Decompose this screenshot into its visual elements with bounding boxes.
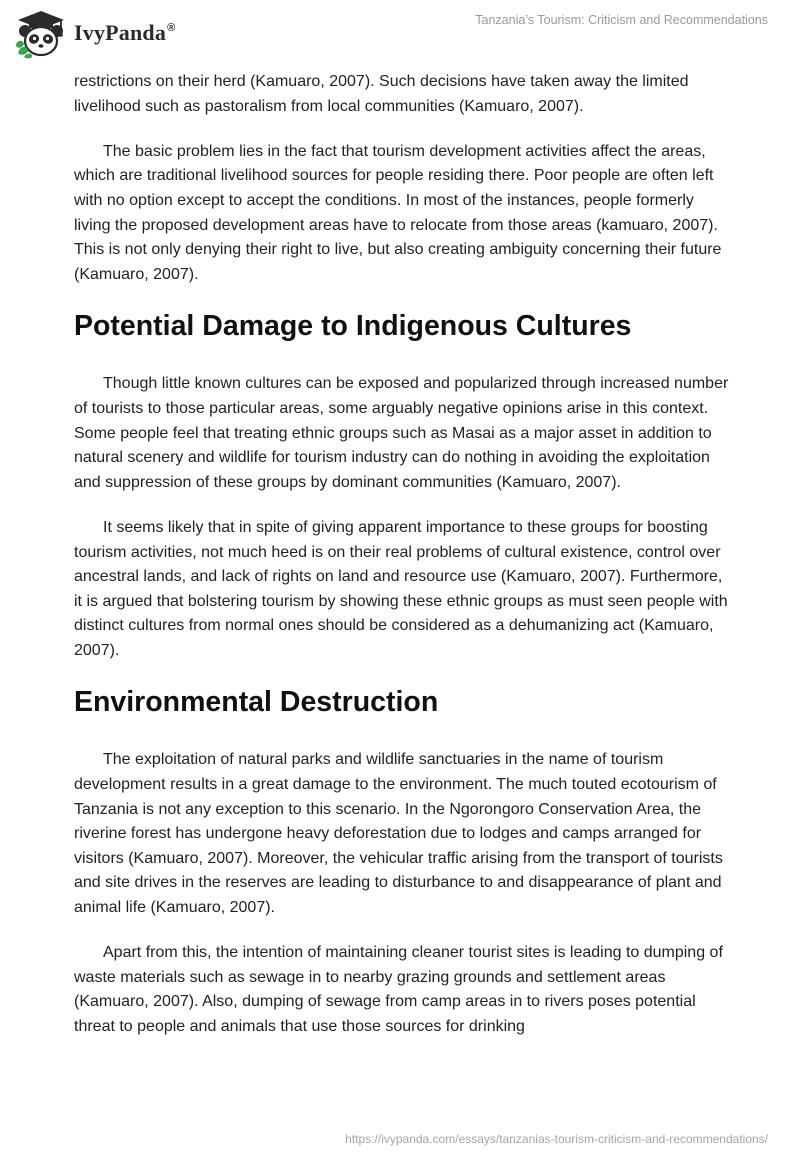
paragraph-2: The basic problem lies in the fact that tourism development activities affect the areas, which are traditional livelihood sources for people residing there. Poor people are often left with no option except to accept the conditions. In most of the instances, people formerly living the proposed development areas have to relocate from those areas (kamuaro, 2007). This is not only denying their right to live, but also creating ambiguity concerning their future (Kamuaro, 2007). [74, 142, 722, 283]
heading-environmental-destruction: Environmental Destruction [74, 686, 439, 719]
panda-graduate-icon [14, 9, 68, 59]
page-header [0, 0, 800, 64]
brand-name: IvyPanda® [74, 20, 176, 45]
paragraph-1: restrictions on their herd (Kamuaro, 2007). Such decisions have taken away the limited livelihood such as pastoralism from local communities (Kamuaro, 2007). [74, 73, 689, 115]
registered-mark: ® [167, 22, 176, 34]
paragraph-5: The exploitation of natural parks and wildlife sanctuaries in the name of tourism development results in a great damage to the environment. The much touted ecotourism of Tanzania is not any exception to this scenario. In the Ngorongoro Conservation Area, the riverine forest has undergone heavy deforestation due to lodges and camps arranged for visitors (Kamuaro, 2007). Moreover, the vehicular traffic arising from the transport of tourists and site drives in the reserves are leading to disturbance to and disappearance of plant and animal life (Kamuaro, 2007). [74, 751, 723, 917]
footer-url[interactable]: https://ivypanda.com/essays/tanzanias-tourism-criticism-and-recommendations/ [345, 1132, 768, 1146]
document-title: Tanzania’s Tourism: Criticism and Recommendations [475, 13, 768, 27]
heading-indigenous-cultures: Potential Damage to Indigenous Cultures [74, 310, 632, 343]
paragraph-3: Though little known cultures can be exposed and popularized through increased number of tourists to those particular areas, some arguably negative opinions arise in this context. Some people feel that treating ethnic groups such as Masai as a major asset in addition to natural scenery and wildlife for tourism industry can do nothing in avoiding the exploitation and suppression of these groups by dominant communities (Kamuaro, 2007). [74, 375, 729, 491]
paragraph-6: Apart from this, the intention of maintaining cleaner tourist sites is leading to dumping of waste materials such as sewage in to nearby grazing grounds and settlement areas (Kamuaro, 2007). Also, dumping of sewage from camp areas in to rivers poses potential threat to people and animals that use those sources for drinking [74, 944, 723, 1035]
ivypanda-logo[interactable] [14, 9, 175, 59]
paragraph-4: It seems likely that in spite of giving apparent importance to these groups for boosting tourism activities, not much heed is on their real problems of cultural existence, control over ancestral lands, and lack of rights on land and resource use (Kamuaro, 2007). Furthermore, it is argued that bolstering tourism by showing these ethnic groups as must seen people with distinct cultures from normal ones should be considered as a dehumanizing act (Kamuaro, 2007). [74, 518, 728, 659]
essay-body [74, 70, 734, 1060]
